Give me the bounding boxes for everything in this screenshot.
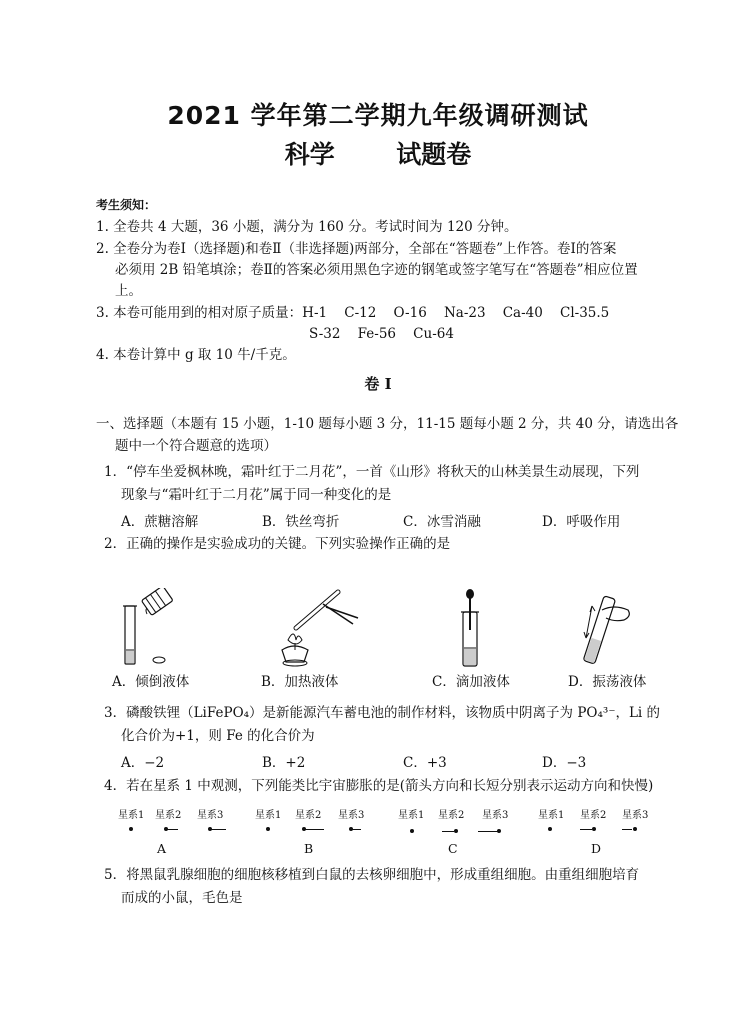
question-1-option-d: D．呼吸作用 bbox=[542, 514, 621, 530]
section-instructions-line2: 题中一个符合题意的选项） bbox=[115, 438, 277, 454]
question-1-line1: 1．“停车坐爱枫林晚，霜叶红于二月花”，一首《山形》将秋天的山林美景生动展现，下列 bbox=[104, 464, 640, 480]
pouring-liquid-illustration bbox=[115, 588, 195, 668]
question-1-option-c: C．冰雪消融 bbox=[403, 514, 481, 530]
question-2-line1: 2．正确的操作是实验成功的关键。下列实验操作正确的是 bbox=[104, 536, 451, 552]
galaxy-1-label: 星系1 bbox=[538, 810, 565, 821]
question-4-option-d: D bbox=[591, 841, 602, 856]
motion-arrow bbox=[580, 829, 592, 830]
question-5-line2: 而成的小鼠，毛色是 bbox=[121, 890, 243, 906]
motion-arrow bbox=[478, 831, 498, 832]
galaxy-dot bbox=[548, 827, 552, 831]
motion-arrow bbox=[351, 829, 361, 830]
galaxy-3-label: 星系3 bbox=[197, 810, 224, 821]
notice-item-1: 1. 全卷共 4 大题，36 小题，满分为 160 分。考试时间为 120 分钟。 bbox=[96, 219, 518, 235]
motion-arrow bbox=[304, 829, 324, 830]
question-3-option-b: B．+2 bbox=[262, 755, 306, 771]
galaxy-2-label: 星系2 bbox=[155, 810, 182, 821]
galaxy-2-label: 星系2 bbox=[580, 810, 607, 821]
question-3-line1: 3．磷酸铁锂（LiFePO₄）是新能源汽车蓄电池的制作材料，该物质中阴离子为 PO₄³⁻，Li 的 bbox=[104, 705, 661, 721]
question-1-option-a: A．蔗糖溶解 bbox=[121, 514, 199, 530]
galaxy-dot bbox=[266, 827, 270, 831]
exam-title: 2021 学年第二学期九年级调研测试 bbox=[167, 101, 589, 130]
question-3-option-d: D．−3 bbox=[542, 755, 587, 771]
question-3-line2: 化合价为+1，则 Fe 的化合价为 bbox=[121, 728, 315, 744]
question-4-line1: 4．若在星系 1 中观测，下列能类比宇宙膨胀的是(箭头方向和长短分别表示运动方向和快慢) bbox=[104, 778, 654, 794]
galaxy-2-label: 星系2 bbox=[295, 810, 322, 821]
question-3-option-a: A．−2 bbox=[121, 755, 165, 771]
notice-item-2-line2: 必须用 2B 铅笔填涂；卷Ⅱ的答案必须用黑色字迹的钢笔或签字笔写在“答题卷”相应位置 bbox=[115, 262, 638, 278]
motion-arrow bbox=[622, 829, 632, 830]
heating-liquid-illustration bbox=[268, 588, 363, 670]
notice-heading: 考生须知： bbox=[96, 198, 157, 212]
question-1-line2: 现象与“霜叶红于二月花”属于同一种变化的是 bbox=[121, 487, 392, 503]
motion-arrow bbox=[210, 829, 226, 830]
notice-item-2-line3: 上。 bbox=[115, 283, 142, 299]
notice-item-4: 4. 本卷计算中 g 取 10 牛/千克。 bbox=[96, 347, 296, 363]
galaxy-dot bbox=[633, 827, 637, 831]
galaxy-dot bbox=[454, 829, 458, 833]
question-2-option-b: B．加热液体 bbox=[261, 674, 339, 690]
question-2-option-a: A．倾倒液体 bbox=[112, 674, 190, 690]
notice-item-3-line2: S-32 Fe-56 Cu-64 bbox=[309, 326, 454, 342]
question-5-line1: 5．将黑鼠乳腺细胞的细胞核移植到白鼠的去核卵细胞中，形成重组细胞。由重组细胞培育 bbox=[104, 867, 640, 883]
galaxy-dot bbox=[129, 827, 133, 831]
galaxy-dot bbox=[410, 829, 414, 833]
shaking-liquid-illustration bbox=[580, 588, 640, 668]
galaxy-1-label: 星系1 bbox=[398, 810, 425, 821]
galaxy-3-label: 星系3 bbox=[482, 810, 509, 821]
dropping-liquid-illustration bbox=[450, 588, 490, 668]
galaxy-2-label: 星系2 bbox=[438, 810, 465, 821]
question-2-option-c: C．滴加液体 bbox=[432, 674, 510, 690]
galaxy-3-label: 星系3 bbox=[622, 810, 649, 821]
galaxy-1-label: 星系1 bbox=[118, 810, 145, 821]
motion-arrow bbox=[166, 829, 178, 830]
section-instructions-line1: 一、选择题（本题有 15 小题，1-10 题每小题 3 分，11-15 题每小题 2 分，共 40 分，请选出各 bbox=[96, 416, 679, 432]
notice-item-3-line1: 3. 本卷可能用到的相对原子质量：H-1 C-12 O-16 Na-23 Ca-40 Cl-35.5 bbox=[96, 305, 610, 321]
galaxy-dot bbox=[497, 829, 501, 833]
motion-arrow bbox=[442, 831, 454, 832]
galaxy-1-label: 星系1 bbox=[255, 810, 282, 821]
exam-subtitle: 科学 试题卷 bbox=[284, 140, 472, 169]
volume-heading: 卷 I bbox=[364, 375, 392, 393]
galaxy-dot bbox=[592, 827, 596, 831]
question-2-option-d: D．振荡液体 bbox=[568, 674, 647, 690]
question-4-option-c: C bbox=[448, 841, 458, 856]
notice-item-2-line1: 2. 全卷分为卷Ⅰ（选择题)和卷Ⅱ（非选择题)两部分，全部在“答题卷”上作答。卷Ⅰ的答案 bbox=[96, 241, 617, 257]
question-3-option-c: C．+3 bbox=[403, 755, 447, 771]
question-1-option-b: B．铁丝弯折 bbox=[262, 514, 340, 530]
galaxy-3-label: 星系3 bbox=[338, 810, 365, 821]
question-4-option-a: A bbox=[157, 841, 167, 856]
question-4-option-b: B bbox=[304, 841, 314, 856]
